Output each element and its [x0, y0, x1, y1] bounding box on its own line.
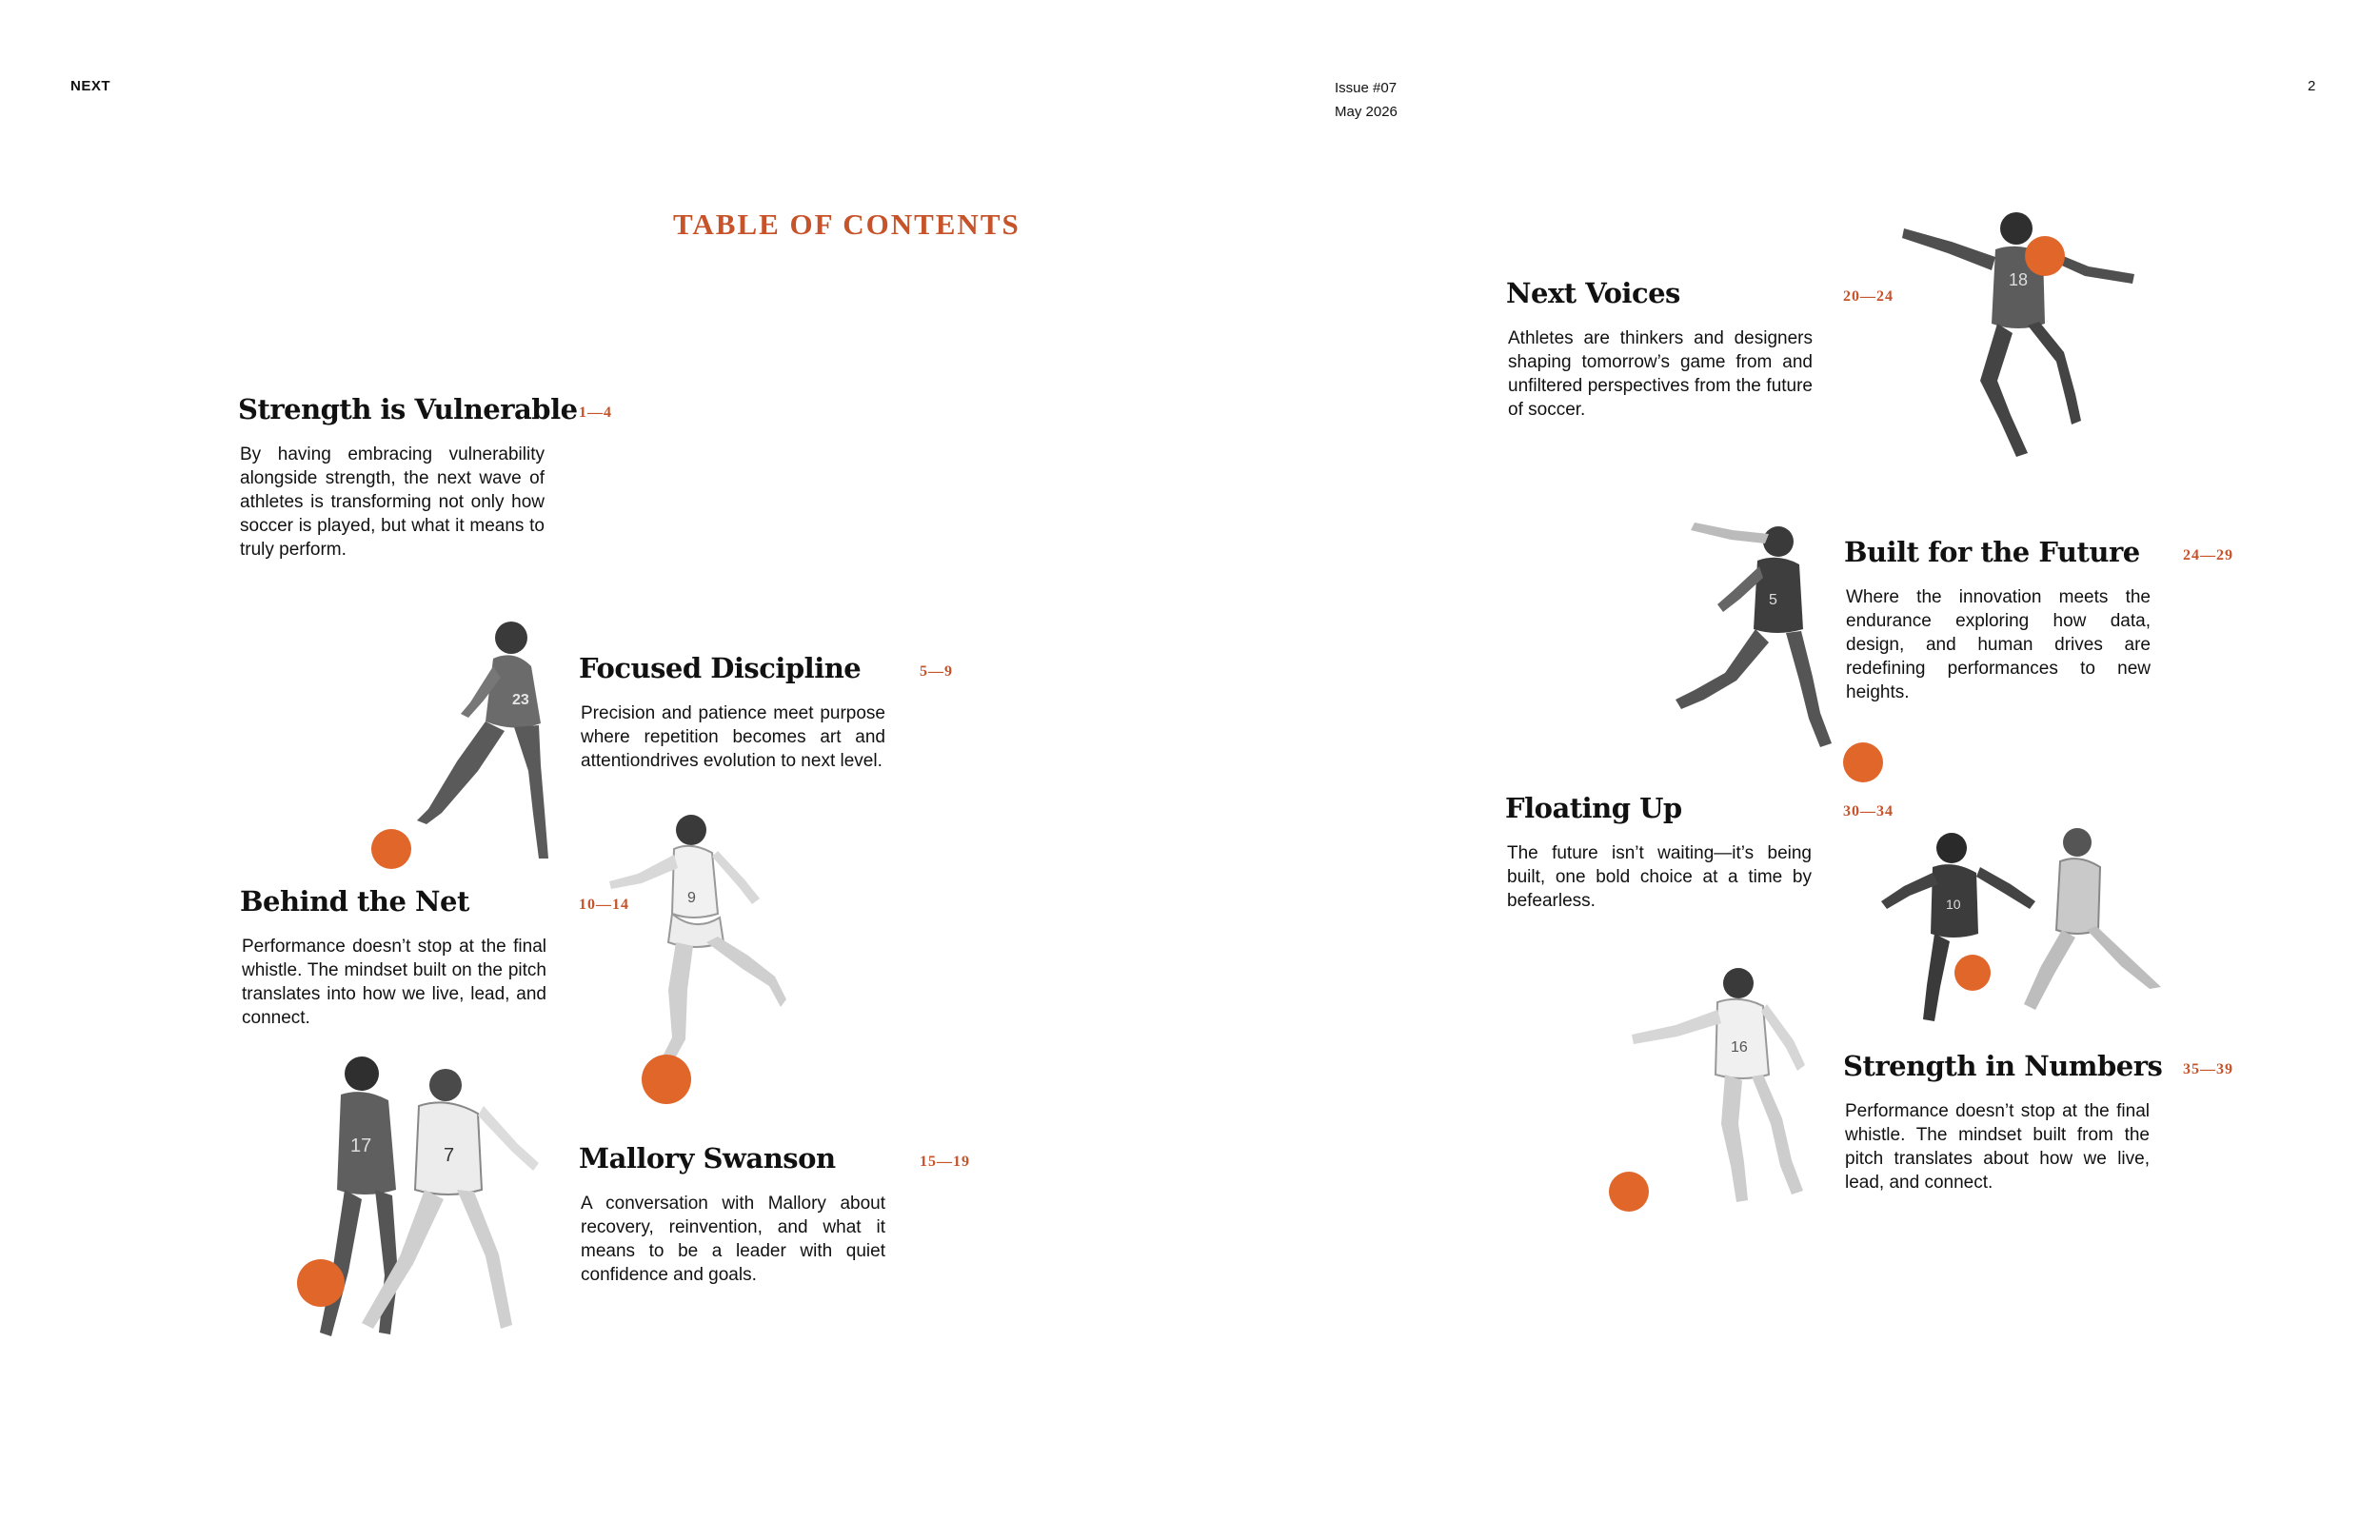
entry-title[interactable]: Mallory Swanson: [579, 1142, 836, 1175]
entry-pages: 24—29: [2183, 547, 2233, 563]
accent-dot: [642, 1055, 691, 1104]
entry-description: By having embracing vulnerability alongside strength, the next wave of athletes is transforming not only how soccer is played, but what it means to truly perform.: [240, 444, 545, 560]
accent-dot: [1609, 1172, 1649, 1212]
player-photo-behind-the-net: [257, 1047, 562, 1361]
jersey-number: 17: [350, 1135, 372, 1156]
toc-entry[interactable]: [1506, 277, 1906, 422]
entry-pages: 20—24: [1843, 288, 1894, 305]
entry-description: Where the innovation meets the endurance exploring how data, design, and human drives are redefining performances to new heights.: [1846, 587, 2151, 702]
jersey-number: 7: [444, 1145, 455, 1166]
player-photo-next-voices: [1885, 200, 2152, 485]
accent-dot: [371, 829, 411, 869]
jersey-number: 5: [1769, 592, 1777, 608]
entry-pages: 15—19: [920, 1154, 970, 1170]
toc-entry[interactable]: [1843, 1050, 2243, 1194]
entry-title[interactable]: Strength in Numbers: [1843, 1050, 2163, 1082]
jersey-number: 9: [687, 890, 696, 906]
entry-title[interactable]: Focused Discipline: [579, 652, 862, 684]
entry-pages: 1—4: [579, 405, 612, 421]
jersey-number: 16: [1731, 1039, 1748, 1056]
entry-title[interactable]: Behind the Net: [240, 885, 469, 918]
entry-pages: 30—34: [1843, 803, 1894, 819]
toc-entry[interactable]: [1505, 792, 1905, 913]
page-number: 2: [2308, 78, 2316, 94]
entry-title[interactable]: Strength is Vulnerable: [238, 393, 578, 425]
accent-dot: [1954, 955, 1991, 991]
player-photo-built-for-the-future: [1656, 509, 1856, 766]
entry-title[interactable]: Built for the Future: [1844, 536, 2140, 568]
accent-dot: [297, 1259, 345, 1307]
toc-entry[interactable]: [579, 1142, 979, 1287]
magazine-brand: NEXT: [70, 78, 111, 94]
toc-entry[interactable]: [238, 393, 638, 562]
issue-info: [1335, 76, 1398, 124]
toc-title: TABLE OF CONTENTS: [673, 207, 1021, 241]
entry-description: Athletes are thinkers and designers shaping tomorrow’s game from and unfiltered perspectives from the future of soccer.: [1508, 328, 1813, 420]
toc-entry[interactable]: [579, 652, 979, 773]
entry-pages: 35—39: [2183, 1061, 2233, 1077]
player-photo-strength-in-numbers: [1618, 957, 1837, 1214]
accent-dot: [2025, 236, 2065, 276]
entry-description: Precision and patience meet purpose where repetition becomes art and attentiondrives evolution to next level.: [581, 703, 885, 771]
issue-date: May 2026: [1335, 104, 1398, 120]
entry-pages: 10—14: [579, 897, 629, 913]
entry-title[interactable]: Floating Up: [1505, 792, 1682, 824]
jersey-number: 10: [1946, 897, 1961, 912]
entry-description: Performance doesn’t stop at the final whistle. The mindset built on the pitch translates into how we live, lead, and connect.: [242, 937, 546, 1028]
entry-pages: 5—9: [920, 663, 953, 680]
entry-title[interactable]: Next Voices: [1506, 277, 1680, 309]
accent-dot: [1843, 742, 1883, 782]
toc-entry[interactable]: [1844, 536, 2244, 704]
issue-number: Issue #07: [1335, 80, 1398, 96]
jersey-number: 18: [2009, 270, 2029, 289]
entry-description: The future isn’t waiting—it’s being built, one bold choice at a time by befearless.: [1507, 843, 1812, 911]
entry-description: A conversation with Mallory about recovery, reinvention, and what it means to be a leader with quiet confidence and goals.: [581, 1194, 885, 1285]
entry-description: Performance doesn’t stop at the final whistle. The mindset built from the pitch translates about how we live, lead, and connect.: [1845, 1101, 2150, 1193]
toc-entry[interactable]: [240, 885, 640, 1030]
jersey-number: 23: [512, 692, 529, 708]
